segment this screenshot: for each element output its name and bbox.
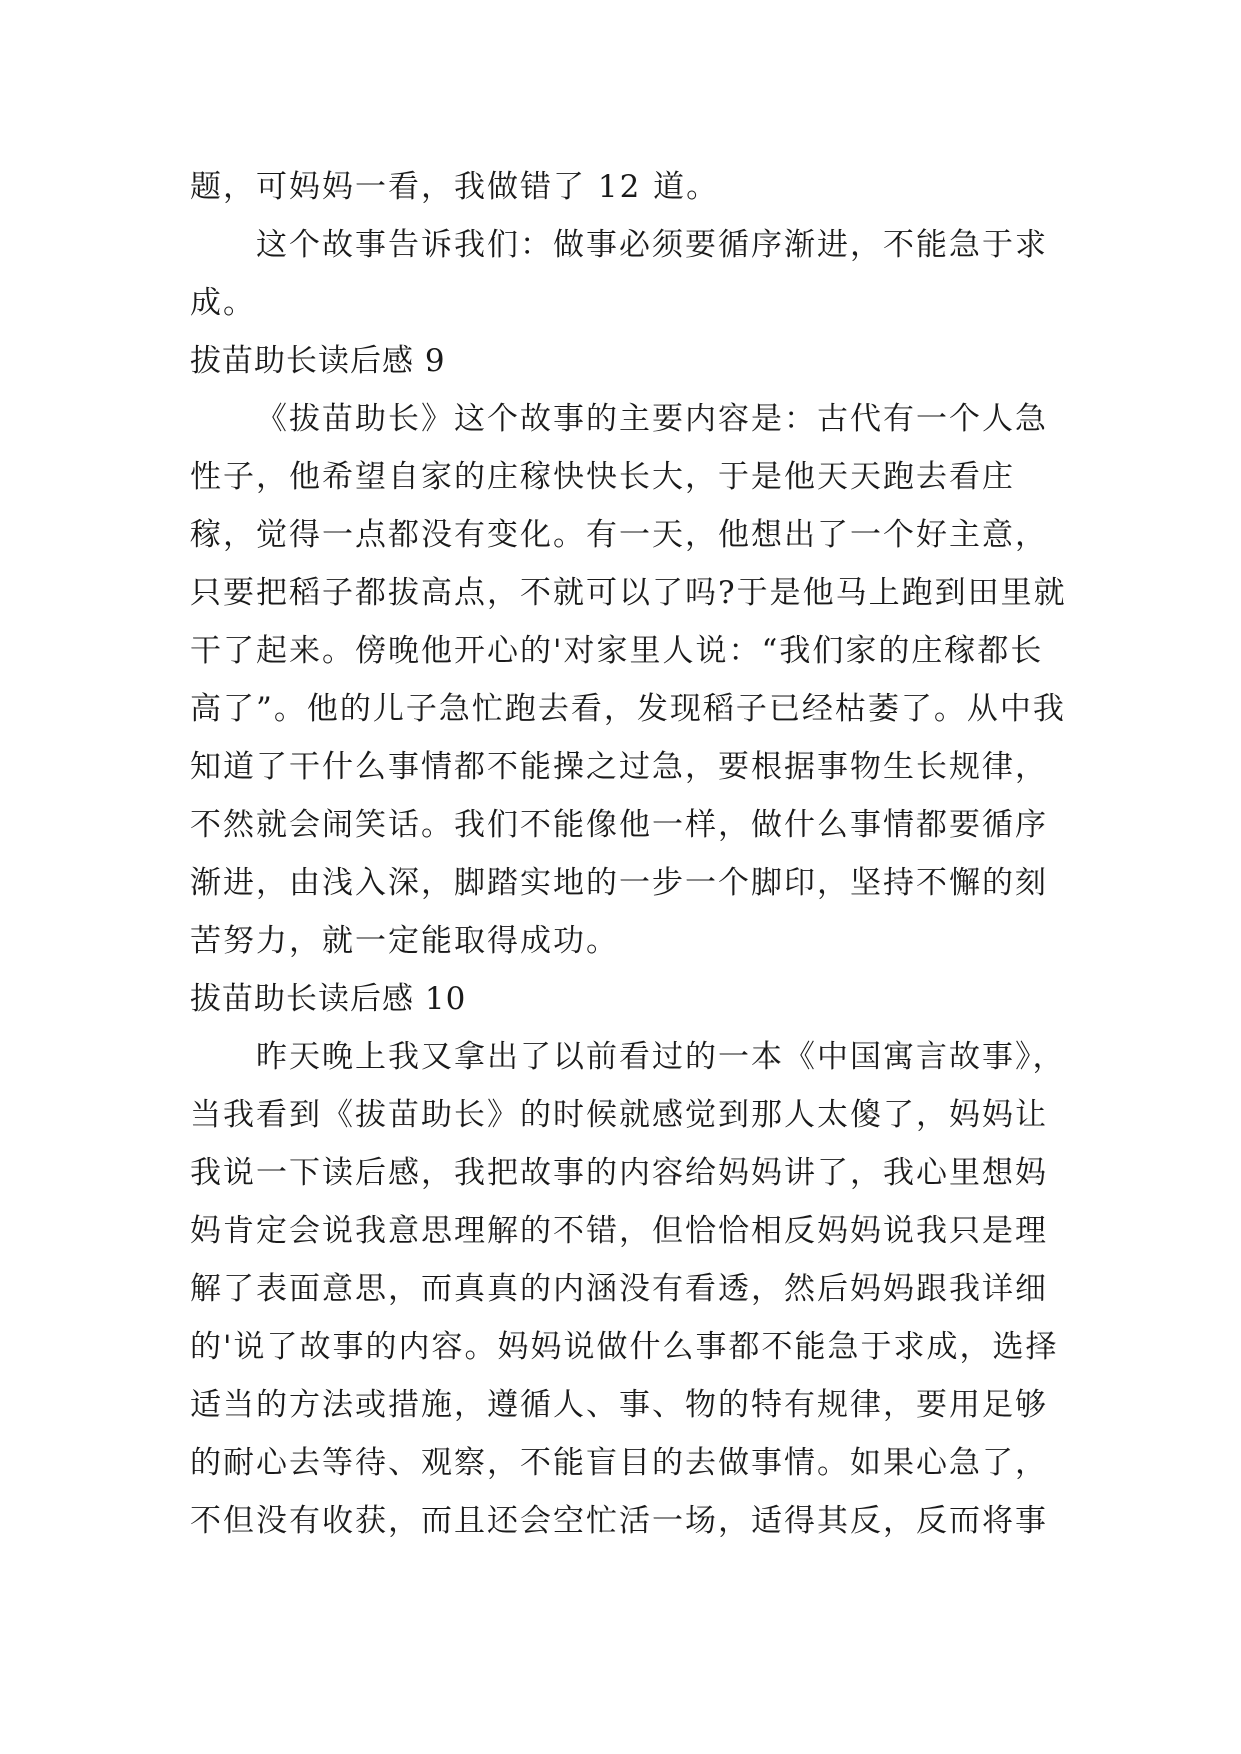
document-body xyxy=(190,158,1070,1550)
paragraph-essay-10: 昨天晚上我又拿出了以前看过的一本《中国寓言故事》，当我看到《拔苗助长》的时候就感觉到那人太傻了，妈妈让我说一下读后感，我把故事的内容给妈妈讲了，我心里想妈妈肯定会说我意思理解的不错，但恰恰相反妈妈说我只是理解了表面意思，而真真的内涵没有看透，然后妈妈跟我详细的'说了故事的内容。妈妈说做什么事都不能急于求成，选择适当的方法或措施，遵循人、事、物的特有规律，要用足够的耐心去等待、观察，不能盲目的去做事情。如果心急了，不但没有收获，而且还会空忙活一场，适得其反，反而将事 xyxy=(190,1039,1066,1539)
section-heading-9: 拔苗助长读后感 9 xyxy=(190,343,446,379)
paragraph-essay-9: 《拔苗助长》这个故事的主要内容是：古代有一个人急性子，他希望自家的庄稼快快长大，于是他天天跑去看庄稼，觉得一点都没有变化。有一天，他想出了一个好主意，只要把稻子都拔高点，不就可以了吗?于是他马上跑到田里就干了起来。傍晚他开心的'对家里人说：“我们家的庄稼都长高了”。他的儿子急忙跑去看，发现稻子已经枯萎了。从中我知道了干什么事情都不能操之过急，要根据事物生长规律，不然就会闹笑话。我们不能像他一样，做什么事情都要循序渐进，由浅入深，脚踏实地的一步一个脚印，坚持不懈的刻苦努力，就一定能取得成功。 xyxy=(190,401,1067,959)
paragraph-moral: 这个故事告诉我们：做事必须要循序渐进，不能急于求成。 xyxy=(190,227,1048,321)
section-heading-10: 拔苗助长读后感 10 xyxy=(190,981,467,1017)
paragraph-continuation: 题，可妈妈一看，我做错了 12 道。 xyxy=(190,169,720,205)
